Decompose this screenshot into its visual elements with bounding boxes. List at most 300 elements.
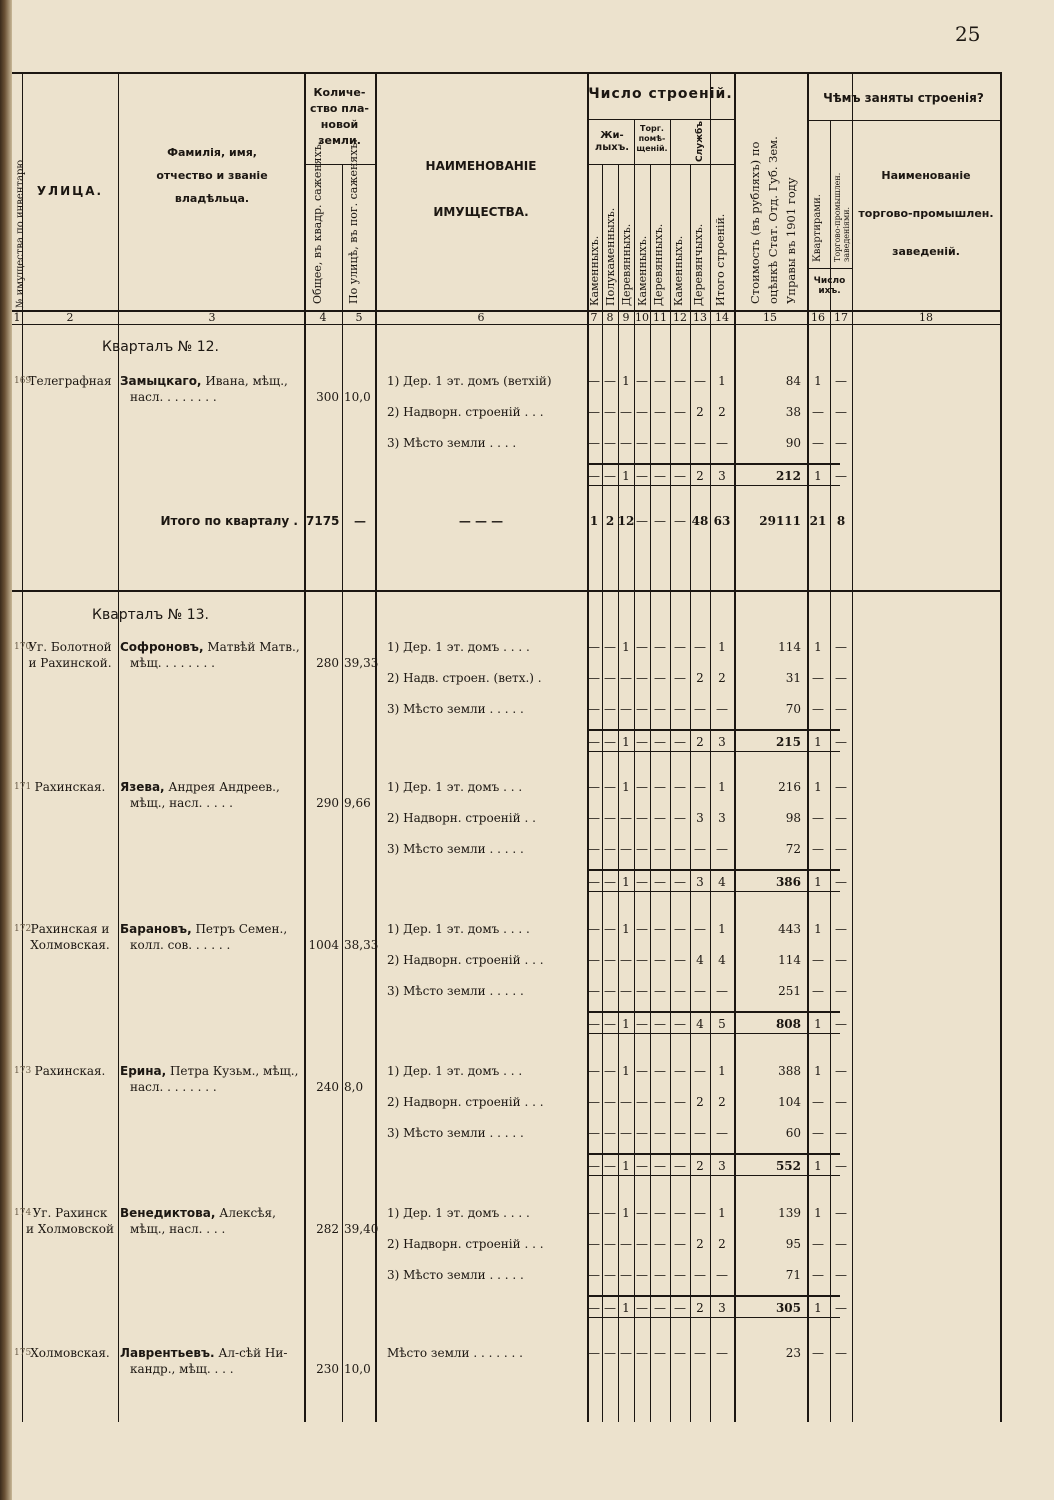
cost-value: 84 <box>785 374 801 388</box>
empty-dash: — <box>636 1206 648 1220</box>
column-line <box>650 164 651 1422</box>
cost-value: 808 <box>775 1017 801 1031</box>
empty-dash: — <box>694 984 706 998</box>
apartments-value: — <box>812 405 824 419</box>
street-name: Холмовская. <box>30 1346 110 1360</box>
empty-dash: — <box>604 469 616 483</box>
empty-dash: — <box>588 922 600 936</box>
empty-dash: — <box>636 405 648 419</box>
empty-dash: — <box>654 1237 666 1251</box>
empty-dash: — <box>674 1268 686 1282</box>
empty-dash: — <box>588 875 600 889</box>
quarter-total-name: — — — <box>458 514 504 528</box>
land-header: земли. <box>318 134 361 147</box>
rule-line <box>587 164 734 165</box>
empty-dash: — <box>654 1346 666 1360</box>
empty-dash: — <box>604 374 616 388</box>
empty-dash: — <box>588 1206 600 1220</box>
count-header: Число <box>813 276 846 286</box>
empty-dash: — <box>674 702 686 716</box>
building-count: — <box>716 984 728 998</box>
column-line <box>618 164 619 1422</box>
property-item: 1) Дер. 1 эт. домъ . . . <box>387 1064 523 1078</box>
rule-line <box>587 1175 840 1176</box>
owner-title: насл. . . . . . . . <box>130 1080 217 1094</box>
column-number: 5 <box>355 311 363 324</box>
empty-dash: — <box>674 374 686 388</box>
apartments-value: — <box>812 1268 824 1282</box>
building-count: — <box>716 702 728 716</box>
street-length: 10,0 <box>344 1362 371 1376</box>
empty-dash: — <box>654 1206 666 1220</box>
enterprises-value: 8 <box>836 514 846 528</box>
inventory-number: 170 <box>14 642 32 652</box>
empty-dash: — <box>654 1159 666 1173</box>
column-number: 3 <box>208 311 216 324</box>
cost-value: 104 <box>778 1095 801 1109</box>
owner-name <box>120 1064 298 1078</box>
empty-dash: — <box>636 735 648 749</box>
apartments-value: — <box>812 842 824 856</box>
column-line <box>304 72 306 1422</box>
column-number: 8 <box>606 311 614 324</box>
empty-dash: — <box>654 780 666 794</box>
property-item: 3) Мѣсто земли . . . . . <box>387 842 524 856</box>
cost-value: 29111 <box>759 514 801 528</box>
land-area: 300 <box>316 390 339 404</box>
building-count: 2 <box>696 1159 704 1173</box>
property-header: НАИМЕНОВАНІЕ <box>425 159 537 173</box>
building-count: 3 <box>696 875 704 889</box>
empty-dash: — <box>654 436 666 450</box>
building-count: — <box>716 436 728 450</box>
apartments-value: — <box>812 811 824 825</box>
cost-header: оцѣнкѣ Стат. Отд. Губ. Зем. <box>766 136 780 304</box>
rule-line <box>587 1011 840 1013</box>
building-count: 12 <box>617 514 635 528</box>
building-count: 1 <box>622 735 630 749</box>
empty-dash: — <box>604 1064 616 1078</box>
enterprises-value: — <box>835 1095 847 1109</box>
empty-dash: — <box>674 436 686 450</box>
empty-dash: — <box>636 1237 648 1251</box>
street-name: и Рахинской. <box>28 656 112 670</box>
cost-value: 212 <box>775 469 801 483</box>
quarter-total-area: 7175 <box>306 514 340 528</box>
apartments-value: 1 <box>814 735 822 749</box>
empty-dash: — <box>674 1301 686 1315</box>
rule-line <box>587 119 734 120</box>
empty-dash: — <box>674 811 686 825</box>
empty-dash: — <box>674 1237 686 1251</box>
street-name: Рахинская и <box>30 922 110 936</box>
apartments-value: 1 <box>814 875 822 889</box>
building-count: 2 <box>696 1237 704 1251</box>
building-count: 1 <box>589 514 599 528</box>
enterprises-value: — <box>835 842 847 856</box>
cost-value: 305 <box>775 1301 801 1315</box>
empty-dash: — <box>674 514 686 528</box>
empty-dash: — <box>588 1346 600 1360</box>
empty-dash: — <box>620 436 632 450</box>
land-header: ство пла- <box>310 102 369 115</box>
column-line <box>670 119 671 1422</box>
quarter-total-label: Итого по кварталу . <box>160 514 298 528</box>
empty-dash: — <box>620 1237 632 1251</box>
rule-line <box>587 869 840 871</box>
building-count: 2 <box>605 514 615 528</box>
empty-dash: — <box>588 374 600 388</box>
cost-value: 215 <box>775 735 801 749</box>
cost-value: 388 <box>778 1064 801 1078</box>
column-line <box>602 164 603 1422</box>
empty-dash: — <box>654 922 666 936</box>
empty-dash: — <box>620 1268 632 1282</box>
building-count: 1 <box>622 640 630 654</box>
empty-dash: — <box>674 984 686 998</box>
column-number: 4 <box>319 311 327 324</box>
column-number: 15 <box>763 311 777 324</box>
apartments-value: — <box>812 702 824 716</box>
empty-dash: — <box>674 1126 686 1140</box>
empty-dash: — <box>636 374 648 388</box>
empty-dash: — <box>636 514 648 528</box>
cost-value: 95 <box>785 1237 801 1251</box>
occupied-header: Чѣмъ заняты строенія? <box>823 91 984 105</box>
rule-line <box>807 120 950 121</box>
building-count: 1 <box>622 1064 630 1078</box>
empty-dash: — <box>674 922 686 936</box>
apartments-value: 21 <box>809 514 827 528</box>
empty-dash: — <box>604 1126 616 1140</box>
empty-dash: — <box>694 780 706 794</box>
empty-dash: — <box>588 702 600 716</box>
empty-dash: — <box>604 436 616 450</box>
empty-dash: — <box>620 1126 632 1140</box>
inventory-number: 171 <box>14 782 32 792</box>
property-item: 2) Надворн. строеній . . . <box>387 1095 544 1109</box>
column-number: 9 <box>622 311 630 324</box>
property-item: 1) Дер. 1 эт. домъ . . . . <box>387 1206 530 1220</box>
property-item: 1) Дер. 1 эт. домъ . . . . <box>387 640 530 654</box>
empty-dash: — <box>674 875 686 889</box>
apartments-header: Квартирами. <box>812 194 823 262</box>
empty-dash: — <box>636 1095 648 1109</box>
quarter-title: Кварталъ № 12. <box>102 339 219 355</box>
building-count: — <box>716 1346 728 1360</box>
empty-dash: — <box>636 1064 648 1078</box>
land-area: 230 <box>316 1362 339 1376</box>
empty-dash: — <box>636 469 648 483</box>
empty-dash: — <box>636 922 648 936</box>
owner-header: Фамилія, имя, <box>167 146 257 159</box>
cost-value: 38 <box>785 405 801 419</box>
owner-surname: Барановъ, <box>120 922 192 936</box>
cost-value: 114 <box>778 953 801 967</box>
empty-dash: — <box>636 1159 648 1173</box>
apartments-value: 1 <box>814 1017 822 1031</box>
empty-dash: — <box>588 780 600 794</box>
column-line <box>1000 72 1002 1422</box>
street-name: Уг. Рахинск <box>32 1206 108 1220</box>
owner-title: мѣщ., насл. . . . <box>130 1222 226 1236</box>
land-header: новой <box>320 118 359 131</box>
empty-dash: — <box>654 374 666 388</box>
column-number: 6 <box>477 311 485 324</box>
empty-dash: — <box>620 405 632 419</box>
empty-dash: — <box>604 405 616 419</box>
owner-surname: Венедиктова, <box>120 1206 216 1220</box>
empty-dash: — <box>694 374 706 388</box>
land-total-header: Общее, въ квадр. саженяхъ. <box>311 140 324 304</box>
empty-dash: — <box>588 735 600 749</box>
owner-name <box>120 374 288 388</box>
empty-dash: — <box>694 922 706 936</box>
property-item: 3) Мѣсто земли . . . . . <box>387 1268 524 1282</box>
empty-dash: — <box>694 640 706 654</box>
building-count: 3 <box>718 1301 726 1315</box>
empty-dash: — <box>654 671 666 685</box>
land-area: 1004 <box>308 938 339 952</box>
building-count: 2 <box>718 1095 726 1109</box>
cost-value: 251 <box>778 984 801 998</box>
column-number: 16 <box>811 311 825 324</box>
owner-rest: Ивана, мѣщ., <box>201 374 288 388</box>
empty-dash: — <box>654 953 666 967</box>
property-header: ИМУЩЕСТВА. <box>433 205 529 219</box>
empty-dash: — <box>636 875 648 889</box>
empty-dash: — <box>636 1017 648 1031</box>
empty-dash: — <box>654 1126 666 1140</box>
street-length-header: По улицѣ, въ пог. саженяхъ. <box>347 139 360 304</box>
empty-dash: — <box>694 1268 706 1282</box>
empty-dash: — <box>636 780 648 794</box>
dwelling-header: лыхъ. <box>594 142 630 153</box>
empty-dash: — <box>620 842 632 856</box>
building-type-header: Итого строеній. <box>714 213 727 306</box>
building-count: 1 <box>622 469 630 483</box>
empty-dash: — <box>674 671 686 685</box>
building-count: 1 <box>718 374 726 388</box>
property-item: 2) Надв. строен. (ветх.) . <box>387 671 542 685</box>
enterprises-value: — <box>835 1126 847 1140</box>
owner-surname: Язева, <box>120 780 165 794</box>
building-count: 2 <box>718 671 726 685</box>
enterprises-value: — <box>835 1159 847 1173</box>
rule-line <box>587 1153 840 1155</box>
building-count: 1 <box>622 922 630 936</box>
property-item: 2) Надворн. строеній . . . <box>387 953 544 967</box>
rule-line <box>587 485 840 486</box>
empty-dash: — <box>694 842 706 856</box>
apartments-value: — <box>812 984 824 998</box>
column-line <box>342 164 343 1422</box>
building-count: 5 <box>718 1017 726 1031</box>
empty-dash: — <box>674 735 686 749</box>
empty-dash: — <box>654 514 666 528</box>
trade-header: Торг. <box>640 124 664 133</box>
empty-dash: — <box>620 953 632 967</box>
empty-dash: — <box>588 984 600 998</box>
empty-dash: — <box>694 1346 706 1360</box>
column-line <box>807 72 809 1422</box>
street-name: Рахинская. <box>34 1064 106 1078</box>
apartments-value: — <box>812 1095 824 1109</box>
empty-dash: — <box>654 842 666 856</box>
column-line <box>852 72 853 1422</box>
empty-dash: — <box>588 1237 600 1251</box>
rule-line <box>587 891 840 892</box>
property-item: 3) Мѣсто земли . . . . . <box>387 702 524 716</box>
inventory-number-header: № имущества по инвентарю <box>15 159 26 308</box>
empty-dash: — <box>620 984 632 998</box>
building-count: 1 <box>718 1206 726 1220</box>
building-count: 1 <box>622 1206 630 1220</box>
quarter-total-street: — <box>354 514 366 528</box>
column-number: 13 <box>693 311 707 324</box>
cost-header: Управы въ 1901 году <box>784 177 798 304</box>
property-item: 3) Мѣсто земли . . . . . <box>387 984 524 998</box>
owner-header: отчество и званіе <box>156 169 268 182</box>
column-number: 17 <box>834 311 848 324</box>
page-number: 25 <box>955 22 981 46</box>
building-count: 4 <box>718 875 726 889</box>
apartments-value: 1 <box>814 1159 822 1173</box>
building-count: 4 <box>696 1017 704 1031</box>
empty-dash: — <box>604 953 616 967</box>
owner-name <box>120 922 287 936</box>
apartments-value: 1 <box>814 1206 822 1220</box>
cost-value: 386 <box>775 875 801 889</box>
empty-dash: — <box>604 984 616 998</box>
empty-dash: — <box>674 1206 686 1220</box>
rule-line <box>587 1317 840 1318</box>
building-type-header: Каменныхъ. <box>588 235 601 306</box>
empty-dash: — <box>604 780 616 794</box>
land-area: 280 <box>316 656 339 670</box>
enterprises-value: — <box>835 1064 847 1078</box>
empty-dash: — <box>654 811 666 825</box>
land-area: 240 <box>316 1080 339 1094</box>
apartments-value: 1 <box>814 469 822 483</box>
building-count: 48 <box>691 514 709 528</box>
cost-value: 114 <box>778 640 801 654</box>
empty-dash: — <box>636 953 648 967</box>
apartments-value: 1 <box>814 780 822 794</box>
owner-title: кандр., мѣщ. . . . <box>130 1362 234 1376</box>
owner-surname: Лаврентьевъ. <box>120 1346 215 1360</box>
empty-dash: — <box>620 671 632 685</box>
cost-value: 31 <box>785 671 801 685</box>
empty-dash: — <box>654 984 666 998</box>
enterprises-value: — <box>835 1346 847 1360</box>
empty-dash: — <box>674 1159 686 1173</box>
apartments-value: — <box>812 1237 824 1251</box>
owner-title: мѣщ., насл. . . . . <box>130 796 233 810</box>
empty-dash: — <box>604 640 616 654</box>
empty-dash: — <box>636 1301 648 1315</box>
owner-name <box>120 1206 276 1220</box>
empty-dash: — <box>588 953 600 967</box>
owner-rest: Матвѣй Матв., <box>203 640 300 654</box>
empty-dash: — <box>604 1206 616 1220</box>
enterprises-value: — <box>835 735 847 749</box>
column-number: 2 <box>66 311 74 324</box>
empty-dash: — <box>604 702 616 716</box>
empty-dash: — <box>604 671 616 685</box>
owner-surname: Ерина, <box>120 1064 167 1078</box>
owner-header: владѣльца. <box>174 192 250 205</box>
enterprises-value: — <box>835 1301 847 1315</box>
enterprises-header: заведеніями. <box>842 206 851 262</box>
empty-dash: — <box>636 1126 648 1140</box>
empty-dash: — <box>694 1206 706 1220</box>
empty-dash: — <box>654 405 666 419</box>
owner-title: насл. . . . . . . . <box>130 390 217 404</box>
building-count: 2 <box>696 469 704 483</box>
empty-dash: — <box>674 1064 686 1078</box>
owner-rest: Алексѣя, <box>215 1206 276 1220</box>
property-item: 1) Дер. 1 эт. домъ . . . . <box>387 922 530 936</box>
column-number: 7 <box>590 311 598 324</box>
building-count: 4 <box>718 953 726 967</box>
empty-dash: — <box>604 735 616 749</box>
building-type-header: Полукаменныхъ. <box>604 207 617 306</box>
enterprises-value: — <box>835 1237 847 1251</box>
enterprises-header: Торгово-промышлен. <box>833 172 842 262</box>
trade-header: помѣ- <box>638 134 666 143</box>
empty-dash: — <box>588 469 600 483</box>
column-number: 10 <box>635 311 649 324</box>
empty-dash: — <box>694 702 706 716</box>
enterprises-value: — <box>835 984 847 998</box>
empty-dash: — <box>654 1064 666 1078</box>
column-number: 12 <box>673 311 687 324</box>
building-count: 1 <box>622 374 630 388</box>
inventory-number: 173 <box>14 1066 32 1076</box>
property-item: Мѣсто земли . . . . . . . <box>387 1346 523 1360</box>
empty-dash: — <box>674 842 686 856</box>
owner-title: мѣщ. . . . . . . . <box>130 656 215 670</box>
owner-rest: Петра Кузьм., мѣщ., <box>166 1064 299 1078</box>
column-number: 1 <box>13 311 21 324</box>
apartments-value: — <box>812 671 824 685</box>
building-count: 1 <box>622 780 630 794</box>
building-count: 1 <box>718 1064 726 1078</box>
land-header: Количе- <box>313 86 366 99</box>
building-type-header: Деревянныхъ. <box>652 223 665 306</box>
cost-value: 443 <box>778 922 801 936</box>
empty-dash: — <box>604 1095 616 1109</box>
cost-value: 70 <box>785 702 801 716</box>
building-count: 3 <box>718 469 726 483</box>
enterprise-header: заведеній. <box>892 245 960 258</box>
property-item: 3) Мѣсто земли . . . . . <box>387 1126 524 1140</box>
building-count: — <box>716 1126 728 1140</box>
street-length: 8,0 <box>344 1080 364 1094</box>
building-count: 1 <box>718 780 726 794</box>
inventory-number: 175 <box>14 1348 32 1358</box>
empty-dash: — <box>588 1126 600 1140</box>
column-line <box>375 72 377 1422</box>
count-header: ихъ. <box>818 286 841 296</box>
empty-dash: — <box>694 436 706 450</box>
owner-surname: Замыцкаго, <box>120 374 202 388</box>
empty-dash: — <box>588 640 600 654</box>
empty-dash: — <box>636 811 648 825</box>
empty-dash: — <box>654 1095 666 1109</box>
empty-dash: — <box>674 1017 686 1031</box>
